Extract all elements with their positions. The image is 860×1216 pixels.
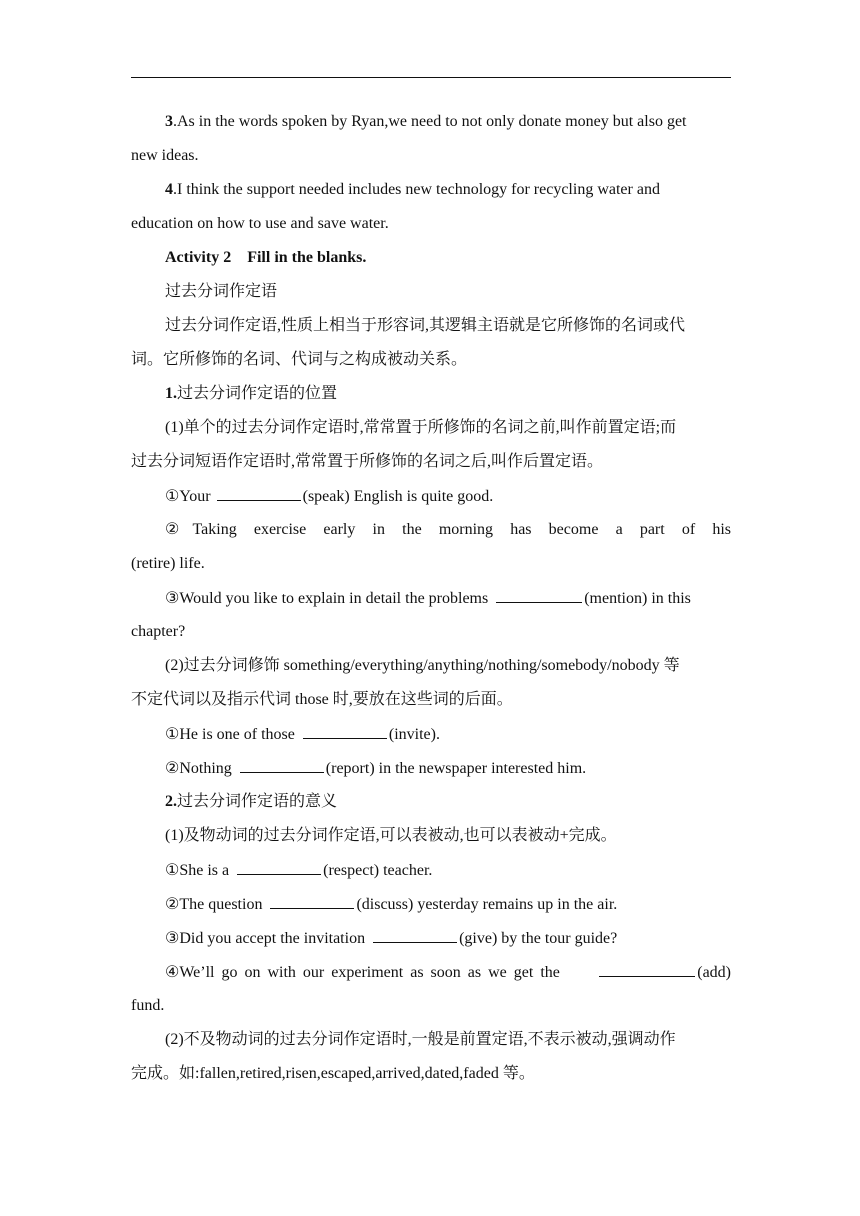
section-2-heading — [165, 792, 731, 812]
section-title: 过去分词作定语的意义 — [177, 793, 338, 810]
header-rule — [131, 77, 731, 78]
intro-line-2: 词。它所修饰的名词、代词与之构成被动关系。 — [131, 351, 468, 368]
item-text: .As in the words spoken by Ryan,we need to not only donate money but also get — [173, 113, 687, 130]
question-text: ②Nothing — [165, 760, 232, 777]
intro-line-1: 过去分词作定语,性质上相当于形容词,其逻辑主语就是它所修饰的名词或代 — [165, 317, 686, 334]
rule-4-line-2: 完成。如:fallen,retired,risen,escaped,arrived,dated,faded 等。 — [131, 1065, 535, 1082]
question-3-line-2: chapter? — [131, 623, 186, 640]
answer-blank[interactable] — [373, 928, 457, 943]
question-text: (respect) teacher. — [323, 862, 433, 879]
question-text: ①He is one of those — [165, 726, 295, 743]
section-title: 过去分词作定语的位置 — [177, 385, 338, 402]
question-text: (give) by the tour guide? — [459, 930, 618, 947]
question-2-line-1: ②Taking exercise early in the morning has become a part of his — [165, 521, 731, 538]
question-3 — [165, 588, 731, 609]
question-2-line-2: (retire) life. — [131, 555, 205, 572]
activity-heading: Activity 2 Fill in the blanks. — [165, 249, 367, 266]
question-text: ③Would you like to explain in detail the problems — [165, 590, 489, 607]
section-number: 1. — [165, 385, 177, 402]
question-text: (add) — [697, 964, 731, 981]
answer-blank[interactable] — [270, 894, 354, 909]
answer-blank[interactable] — [237, 860, 321, 875]
question-text: (speak) English is quite good. — [302, 488, 494, 505]
question-9 — [165, 962, 731, 983]
topic-title: 过去分词作定语 — [165, 283, 278, 300]
question-1 — [165, 486, 731, 507]
question-text: (report) in the newspaper interested him. — [325, 760, 587, 777]
question-9-blank-group — [599, 962, 731, 983]
question-text: ③Did you accept the invitation — [165, 930, 366, 947]
rule-1-line-2: 过去分词短语作定语时,常常置于所修饰的名词之后,叫作后置定语。 — [131, 453, 604, 470]
question-text: ①She is a — [165, 862, 230, 879]
item-3-line-1 — [165, 112, 731, 132]
question-4 — [165, 724, 731, 745]
rule-2-line-1: (2)过去分词修饰 something/everything/anything/nothing/somebody/nobody 等 — [165, 657, 680, 674]
item-text: .I think the support needed includes new technology for recycling water and — [173, 181, 660, 198]
item-number: 3 — [165, 113, 173, 130]
answer-blank[interactable] — [303, 724, 387, 739]
answer-blank[interactable] — [496, 588, 582, 603]
question-text: (discuss) yesterday remains up in the air. — [356, 896, 618, 913]
item-3-line-2: new ideas. — [131, 147, 199, 164]
section-number: 2. — [165, 793, 177, 810]
question-text: ④We’ll go on with our experiment as soon as we get the — [165, 964, 560, 981]
section-1-heading — [165, 384, 731, 404]
rule-2-line-2: 不定代词以及指示代词 those 时,要放在这些词的后面。 — [131, 691, 513, 708]
rule-3: (1)及物动词的过去分词作定语,可以表被动,也可以表被动+完成。 — [165, 827, 617, 844]
item-4-line-2: education on how to use and save water. — [131, 215, 389, 232]
question-8 — [165, 928, 731, 949]
rule-1-line-1: (1)单个的过去分词作定语时,常常置于所修饰的名词之前,叫作前置定语;而 — [165, 419, 677, 436]
item-number: 4 — [165, 181, 173, 198]
item-4-line-1 — [165, 180, 731, 200]
question-text: ②The question — [165, 896, 263, 913]
question-text: ①Your — [165, 488, 211, 505]
rule-4-line-1: (2)不及物动词的过去分词作定语时,一般是前置定语,不表示被动,强调动作 — [165, 1031, 676, 1048]
answer-blank[interactable] — [217, 486, 301, 501]
answer-blank[interactable] — [240, 758, 324, 773]
question-9-line-2: fund. — [131, 997, 165, 1014]
question-5 — [165, 758, 731, 779]
answer-blank[interactable] — [599, 962, 695, 977]
question-6 — [165, 860, 731, 881]
question-text: (invite). — [388, 726, 440, 743]
question-text: (mention) in this — [584, 590, 691, 607]
question-7 — [165, 894, 731, 915]
